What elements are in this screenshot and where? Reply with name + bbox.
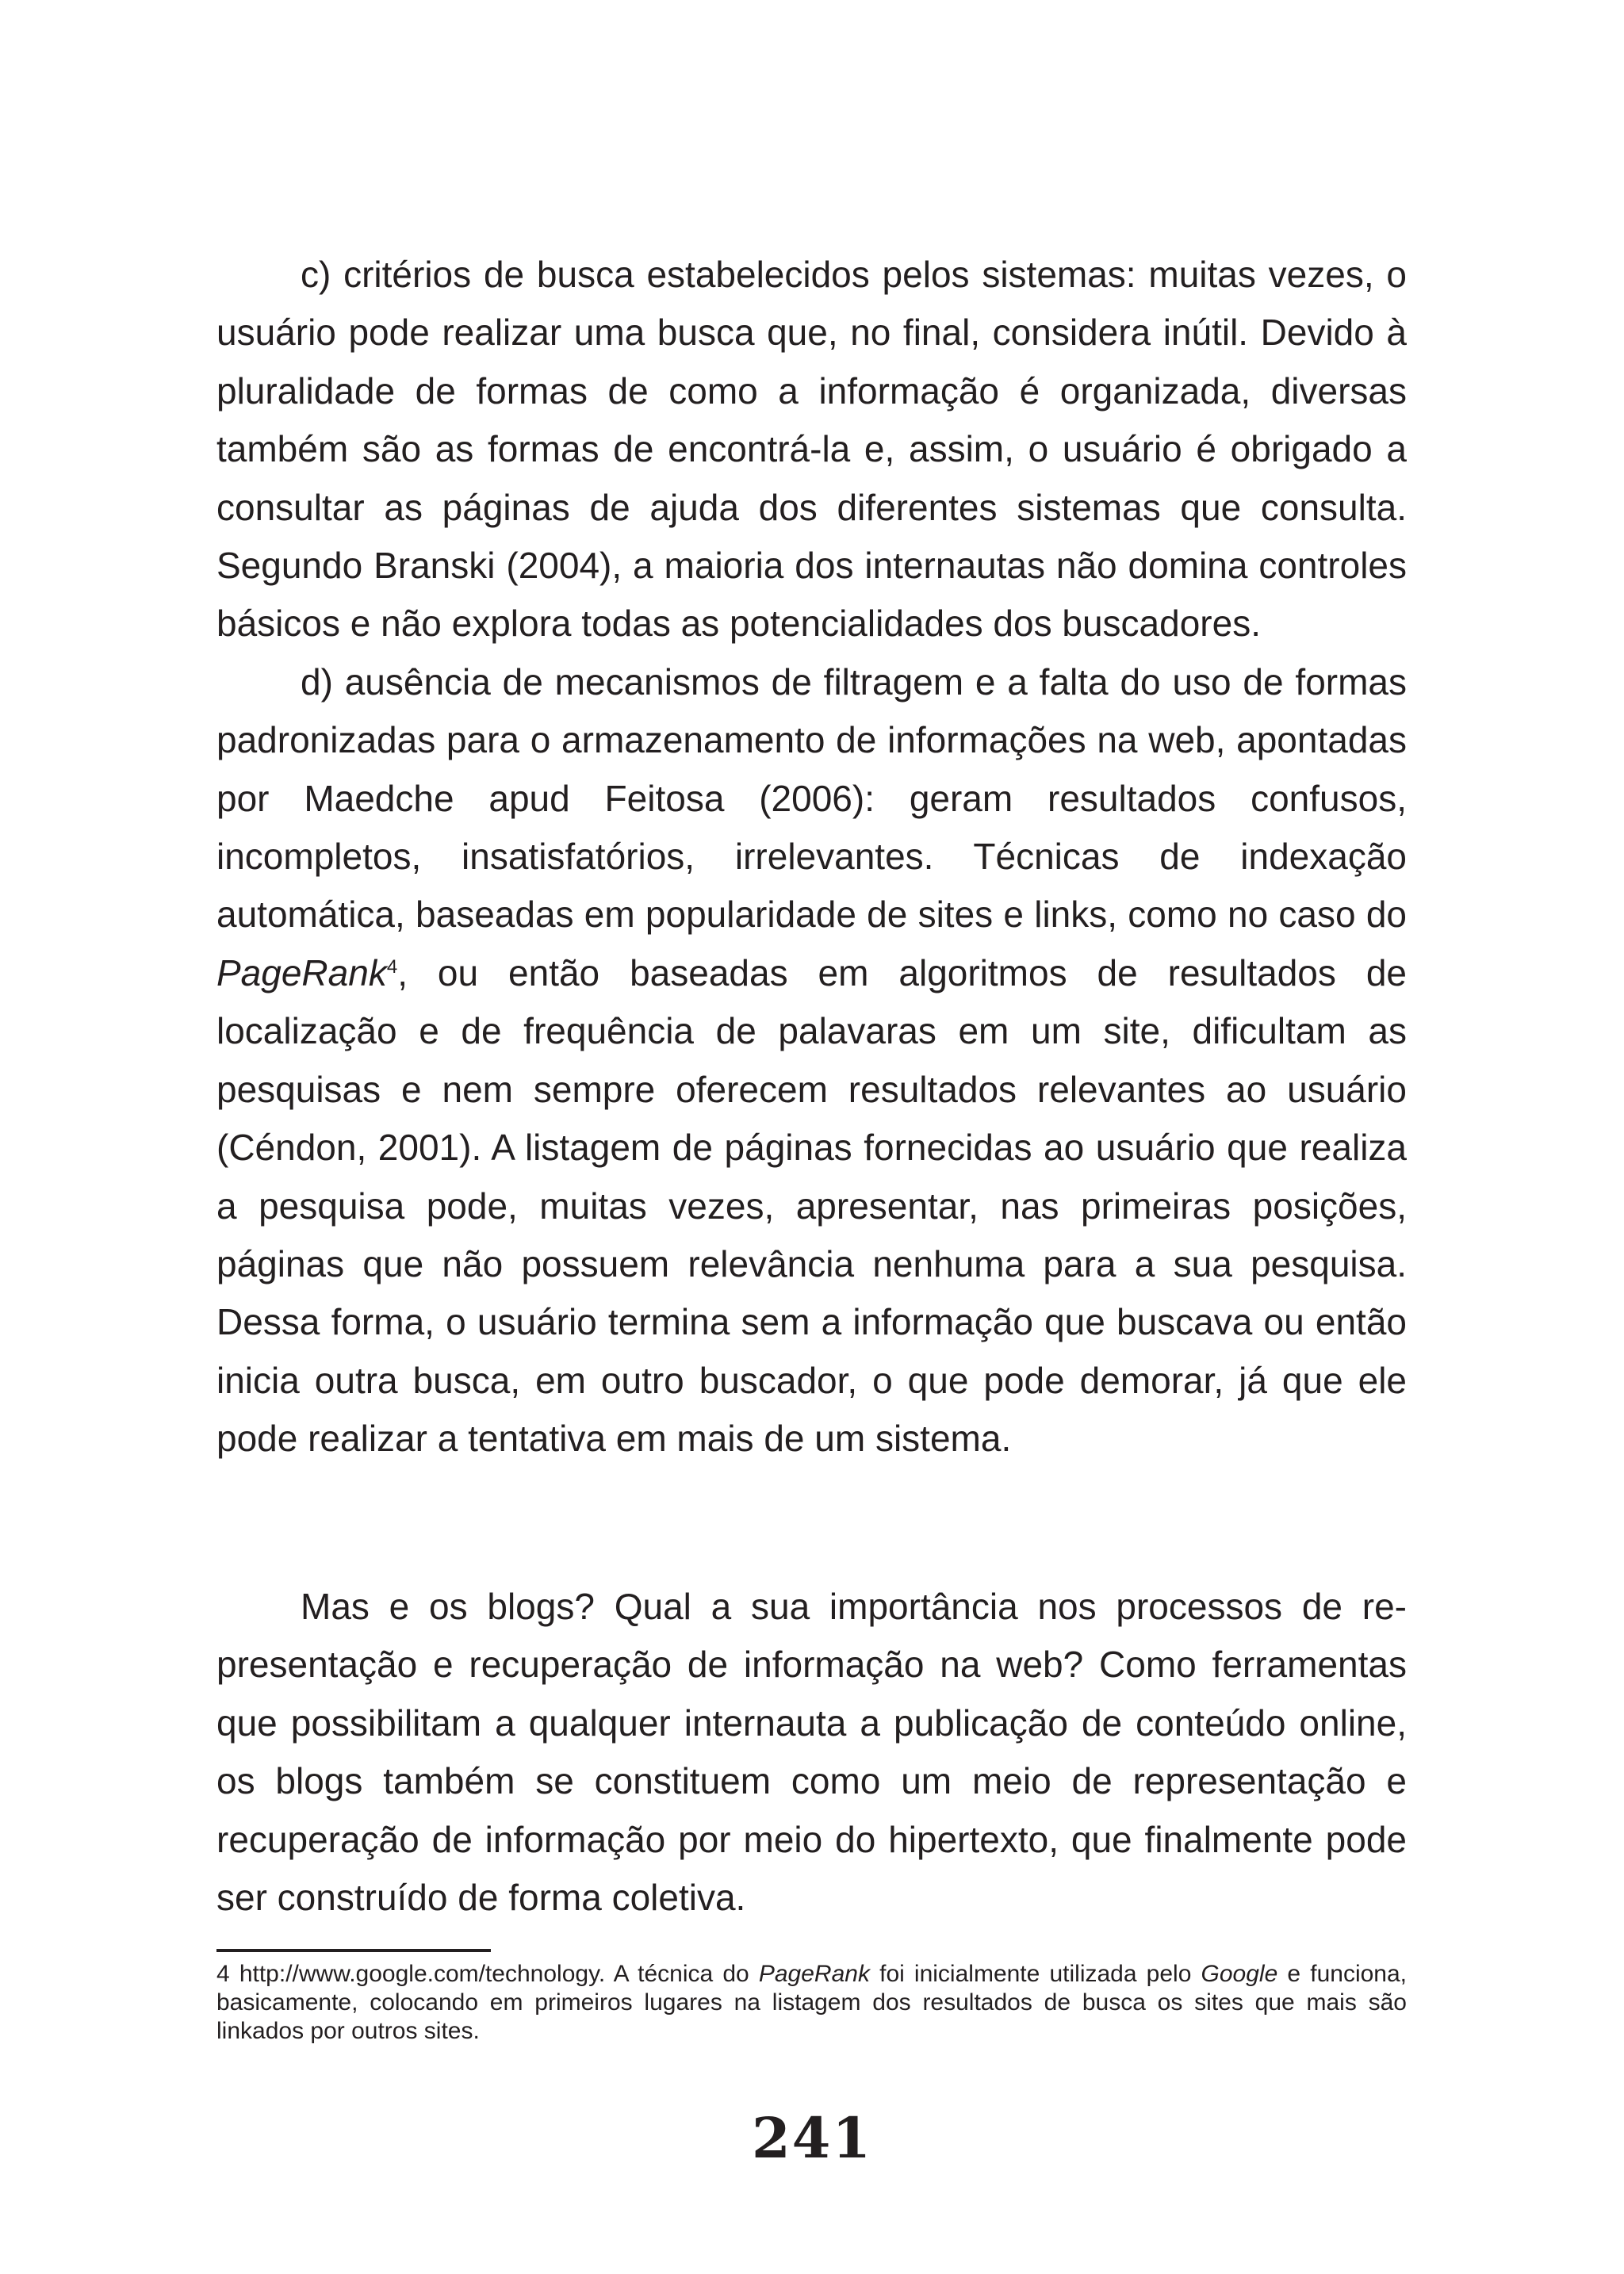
paragraph-item-d (216, 653, 1407, 1468)
main-text (216, 246, 1407, 1468)
footnote-pagerank-term: PageRank (758, 1961, 870, 1987)
footnote-part-2: foi inicialmente utilizada pelo (869, 1961, 1201, 1987)
footnote-google-term: Google (1201, 1961, 1278, 1987)
pagerank-term: PageRank (216, 951, 387, 993)
footnote-divider (216, 1949, 491, 1952)
item-d-text-end: , ou então baseadas em algoritmos de resultados de localização e de frequência de palavaras em um site, dificultam as pesquisas e nem sempre oferecem resultados relevantes ao usuário (Céndon, 2001). A listagem de páginas fornecidas ao usuário que realiza a pesquisa pode, muitas vezes, apresentar, nas primeiras posições, páginas que não possuem relevância nenhuma para a sua pesquisa. Dessa forma, o usuário termina sem a informação que buscava ou então inicia outra busca, em outro buscador, o que pode demorar, já que ele pode realizar a tentativa em mais de um sistema. (216, 951, 1407, 1460)
footnote-reference: 4 (386, 955, 398, 978)
item-d-text-start: d) ausência de mecanismos de filtragem e a falta do uso de formas padronizadas para o armazenamento de informações na web, apontadas por Maedche apud Feitosa (2006): geram resultados confusos, incompletos, insatisfatórios, irrelevantes. Técnicas de indexação automática, baseadas em popularidade de sites e links, como no caso do (216, 660, 1407, 936)
footnote (216, 1960, 1407, 2046)
footnote-part-1: 4 http://www.google.com/technology. A técnica do (216, 1961, 759, 1987)
page-number: 241 (751, 2105, 873, 2171)
blogs-section (216, 1578, 1407, 1927)
footnote-text (216, 1960, 1407, 2046)
paragraph-item-c: c) critérios de busca estabelecidos pelos sistemas: muitas vezes, o usuário pode realizar uma busca que, no final, considera inútil. Devido à pluralidade de formas de como a informação é organizada, diversas também são as formas de encontrá-la e, assim, o usuário é obrigado a consultar as páginas de ajuda dos diferentes sistemas que consulta. Segundo Branski (2004), a maioria dos internautas não domina controles básicos e não explora todas as potencialidades dos buscadores. (216, 254, 1407, 645)
footnote-part-3: e funciona, basicamente, colocando em primeiros lugares na listagem dos resultados de busca os sites que mais são linkados por outros sites. (216, 1961, 1407, 2044)
paragraph-blogs: Mas e os blogs? Qual a sua importância nos processos de representação e recuperação de informação na web? Como ferramentas que possibilitam a qualquer internauta a publicação de conteúdo online, os blogs também se constituem como um meio de representação e recuperação de informação por meio do hipertexto, que finalmente pode ser construído de forma coletiva. (216, 1586, 1407, 1919)
